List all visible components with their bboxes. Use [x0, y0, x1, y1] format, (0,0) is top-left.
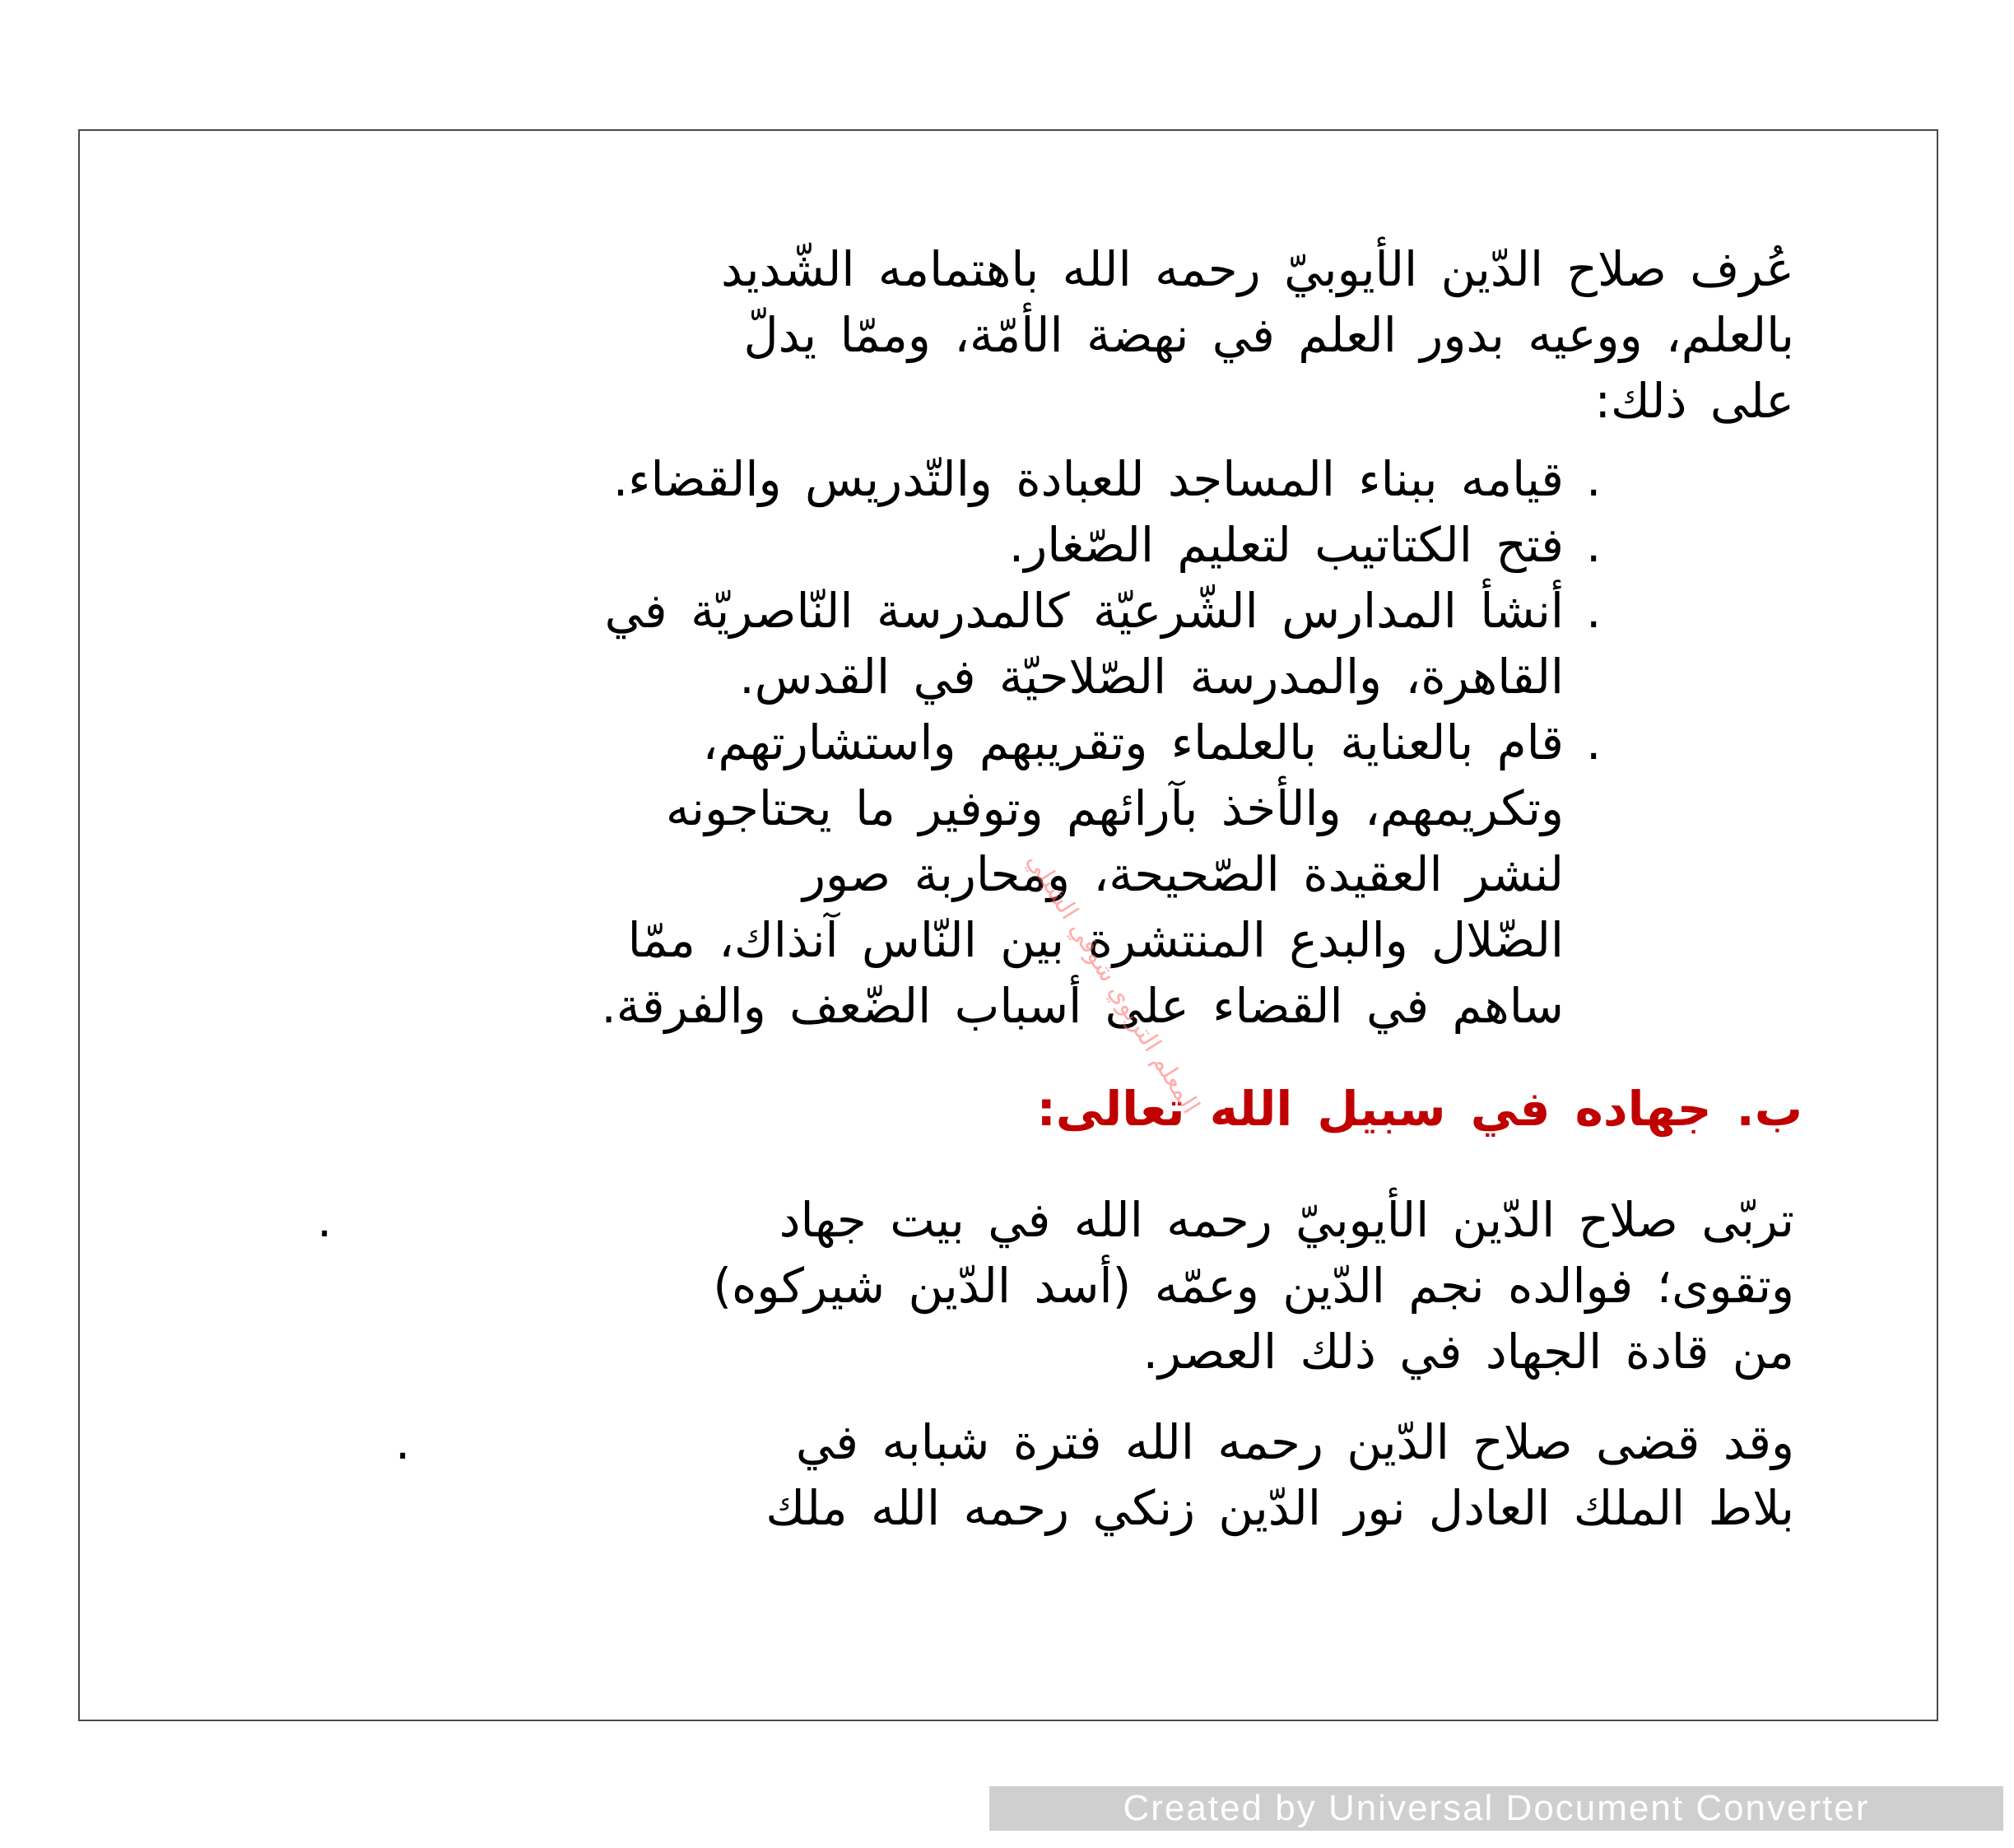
watermark-stamp: المعلم التربوي شوقي الشبلي: [1021, 848, 1206, 1120]
list-bullet: .: [317, 1192, 333, 1248]
intro-line-1: عُرف صلاح الدّين الأيوبيّ رحمه الله باهتمامه الشّديد: [720, 241, 1794, 297]
list1-item-1: قيامه ببناء المساجد للعبادة والتّدريس والقضاء.: [612, 451, 1564, 507]
list2-item-1-line-1: تربّى صلاح الدّين الأيوبيّ رحمه الله في بيت جهاد: [779, 1192, 1794, 1248]
list2-item-1-line-3: من قادة الجهاد في ذلك العصر.: [1142, 1324, 1794, 1380]
list-bullet: .: [1586, 715, 1602, 770]
list1-item-4-line-5: ساهم في القضاء على أسباب الضّعف والفرقة.: [601, 978, 1564, 1034]
list-bullet: .: [1586, 451, 1602, 507]
list1-item-3-line-2: القاهرة، والمدرسة الصّلاحيّة في القدس.: [739, 649, 1564, 705]
list2-item-1-line-2: وتقوى؛ فوالده نجم الدّين وعمّه (أسد الدّين شيركوه): [713, 1258, 1794, 1314]
list-bullet: .: [395, 1414, 411, 1470]
intro-line-3: على ذلك:: [1594, 373, 1794, 429]
list1-item-4-line-3: لنشر العقيدة الصّحيحة، ومحاربة صور: [802, 846, 1564, 902]
section-heading: ب. جهاده في سبيل الله تعالى:: [1036, 1081, 1802, 1137]
list-bullet: .: [1586, 583, 1602, 639]
list1-item-4-line-2: وتكريمهم، والأخذ بآرائهم وتوفير ما يحتاجونه: [665, 780, 1564, 836]
list2-item-2-line-1: وقد قضى صلاح الدّين رحمه الله فترة شبابه في: [795, 1414, 1794, 1470]
document-content: [78, 129, 1938, 1721]
list1-item-4-line-4: الضّلال والبدع المنتشرة بين النّاس آنذاك، ممّا: [627, 912, 1564, 968]
list-bullet: .: [1586, 517, 1602, 573]
converter-badge: Created by Universal Document Converter: [989, 1786, 2003, 1831]
list1-item-2: فتح الكتاتيب لتعليم الصّغار.: [1008, 517, 1564, 573]
intro-line-2: بالعلم، ووعيه بدور العلم في نهضة الأمّة، وممّا يدلّ: [743, 307, 1794, 363]
list2-item-2-line-2: بلاط الملك العادل نور الدّين زنكي رحمه الله ملك: [765, 1480, 1794, 1536]
list1-item-4-line-1: قام بالعناية بالعلماء وتقريبهم واستشارتهم،: [702, 715, 1564, 770]
list1-item-3-line-1: أنشأ المدارس الشّرعيّة كالمدرسة النّاصريّة في: [604, 583, 1564, 639]
